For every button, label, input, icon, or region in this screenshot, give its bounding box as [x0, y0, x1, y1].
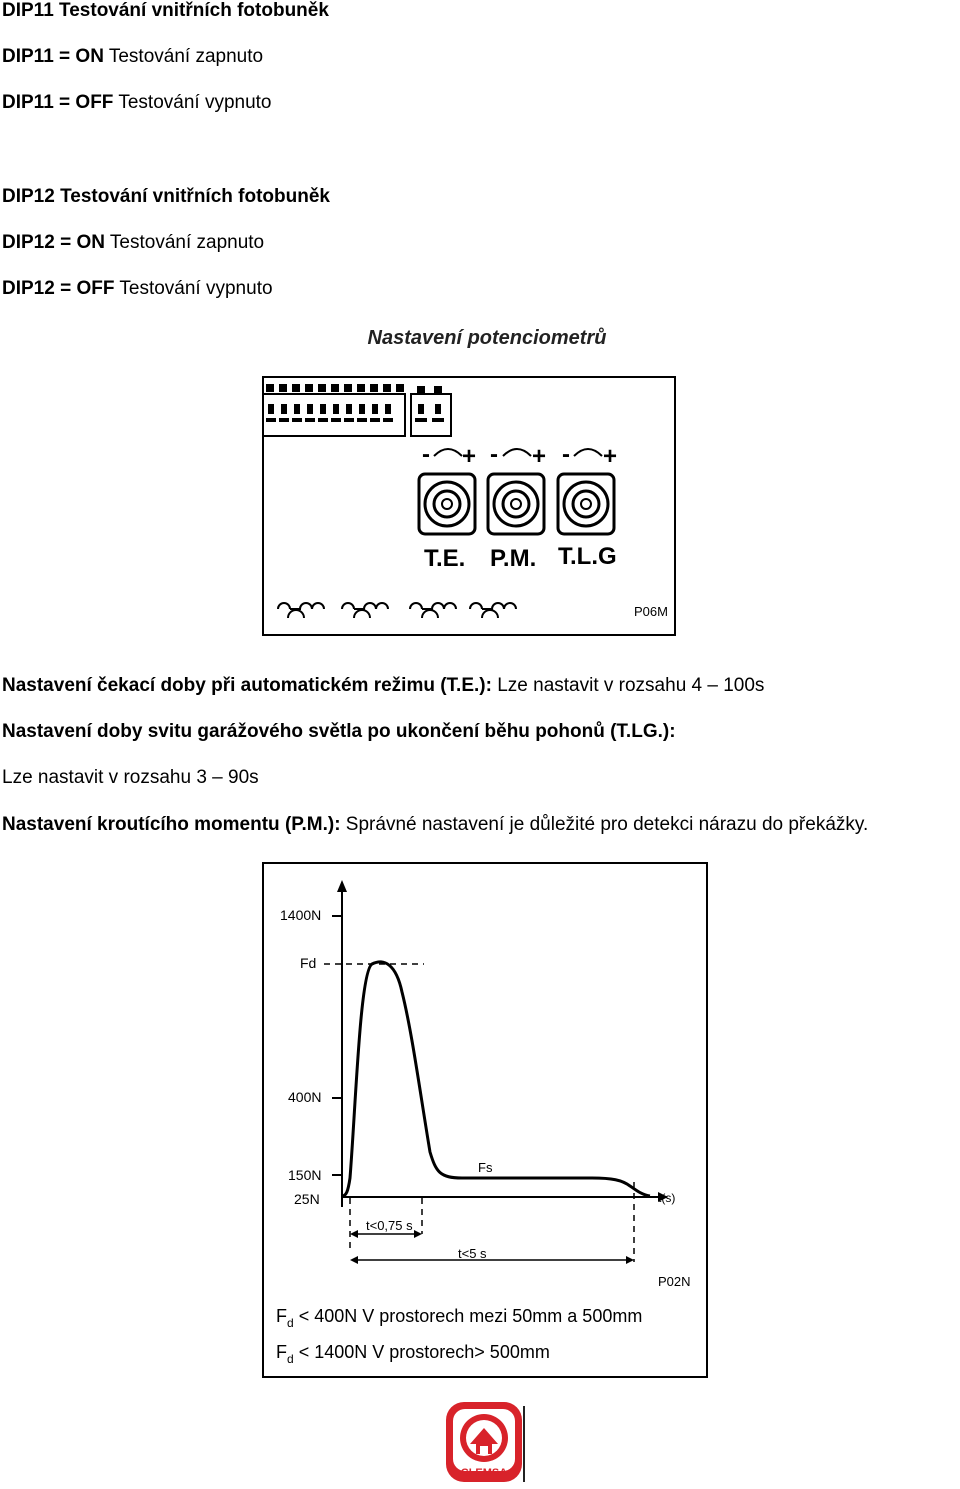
- dip12-title: DIP12 Testování vnitřních fotobuněk: [2, 186, 330, 207]
- pot-section-title: Nastavení potenciometrů: [367, 327, 607, 349]
- t2-label: t<5 s: [458, 1246, 487, 1261]
- svg-text:-: -: [490, 441, 498, 468]
- dip12-on-line: DIP12 = ON Testování zapnuto: [2, 232, 265, 253]
- tlg-setting: Nastavení doby svitu garážového světla po ukončení běhu pohonů (T.LG.):: [2, 721, 676, 742]
- pot-label-tlg: T.L.G: [558, 543, 617, 570]
- force-diagram-figure: [262, 862, 708, 1378]
- board-diagram: [262, 376, 676, 636]
- fs-label: Fs: [478, 1160, 493, 1175]
- force-diagram: [262, 862, 708, 1378]
- chart-figure-code: P02N: [658, 1274, 691, 1289]
- clemsa-logo: [444, 1400, 528, 1484]
- y-tick-1400: 1400N: [280, 907, 322, 923]
- note-2: $F_d < 1400N$ V prostorech> 500mm: [276, 1342, 550, 1366]
- tlg-setting-range: Lze nastavit v rozsahu 3 – 90s: [2, 767, 259, 788]
- svg-text:+: +: [603, 443, 618, 470]
- board-figure: [262, 376, 676, 636]
- dip11-off-line: DIP11 = OFF Testování vypnuto: [2, 92, 272, 113]
- pot-label-pm: P.M.: [490, 545, 537, 572]
- dip11-on-line: DIP11 = ON Testování zapnuto: [2, 46, 264, 67]
- y-tick-25: 25N: [294, 1191, 320, 1207]
- y-tick-150: 150N: [288, 1167, 322, 1183]
- te-setting: Nastavení čekací doby při automatickém režimu (T.E.): Lze nastavit v rozsahu 4 – 100s: [2, 675, 765, 696]
- dip12-off-line: DIP12 = OFF Testování vypnuto: [2, 278, 273, 299]
- t1-label: t<0,75 s: [366, 1218, 413, 1233]
- svg-text:+: +: [462, 443, 477, 470]
- pm-setting: Nastavení kroutícího momentu (P.M.): Správné nastavení je důležité pro detekci nárazu do překážky.: [2, 814, 869, 835]
- clemsa-logo-mark: [444, 1400, 528, 1484]
- svg-text:-: -: [562, 441, 570, 468]
- svg-text:+: +: [532, 443, 547, 470]
- dip11-title: DIP11 Testování vnitřních fotobuněk: [2, 0, 329, 21]
- fd-label: Fd: [300, 955, 317, 971]
- board-figure-code: P06M: [634, 604, 668, 619]
- logo-wordmark: CLEMSA: [460, 1467, 508, 1479]
- t-axis-label: t(s): [658, 1191, 676, 1205]
- svg-text:-: -: [422, 441, 430, 468]
- pot-label-te: T.E.: [424, 545, 466, 572]
- y-tick-400: 400N: [288, 1089, 322, 1105]
- note-1: $F_d < 400N$ V prostorech mezi 50mm a 500mm: [276, 1306, 643, 1330]
